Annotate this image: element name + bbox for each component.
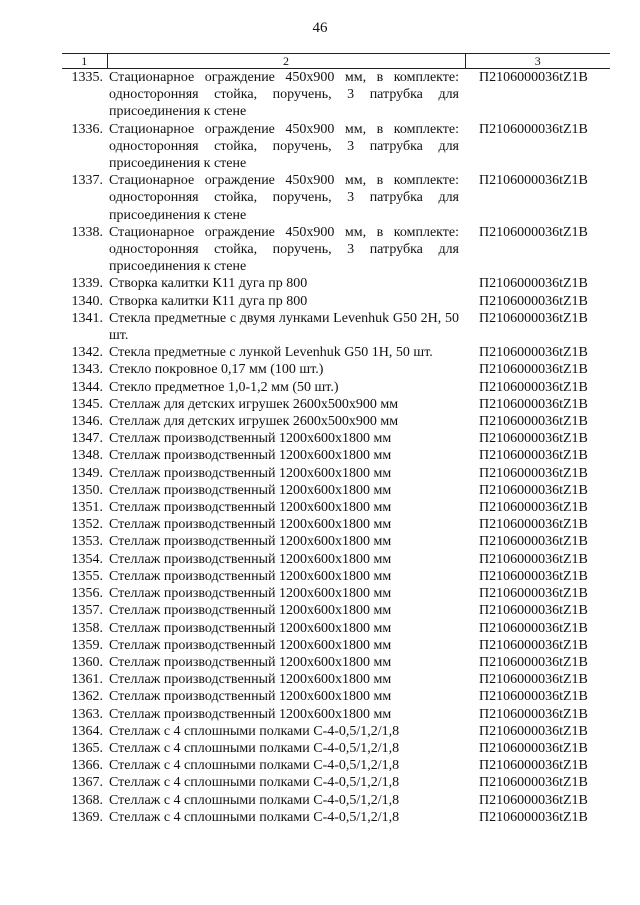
row-number: 1369. — [71, 809, 103, 825]
table-row — [62, 379, 610, 396]
row-description: Стеллаж производственный 1200x600x1800 мм — [109, 568, 392, 584]
row-description: Стеллаж производственный 1200x600x1800 мм — [109, 689, 392, 705]
row-description: Стекла предметные с лункой Levenhuk G50 1H, 50 шт. — [109, 345, 433, 361]
row-code: П2106000036tZ1B — [479, 740, 588, 756]
row-description: Стеллаж производственный 1200x600x1800 мм — [109, 517, 392, 533]
table-row — [62, 344, 610, 361]
table-row — [62, 688, 610, 705]
row-code: П2106000036tZ1B — [479, 620, 588, 636]
column-header-1: 1 — [62, 54, 107, 69]
row-description: Стеллаж производственный 1200x600x1800 мм — [109, 672, 392, 688]
table-row — [62, 293, 610, 310]
row-number: 1357. — [71, 603, 103, 619]
row-code: П2106000036tZ1B — [479, 723, 588, 739]
row-description: Стационарное ограждение 450x900 мм, в комплекте: односторонняя стойка, поручень, 3 патрубка для присоединения к стене — [109, 173, 459, 223]
row-number: 1361. — [71, 672, 103, 688]
row-number: 1347. — [71, 431, 103, 447]
row-number: 1336. — [71, 121, 103, 137]
table-row — [62, 706, 610, 723]
row-code: П2106000036tZ1B — [479, 809, 588, 825]
row-number: 1343. — [71, 362, 103, 378]
table-row — [62, 533, 610, 550]
row-description: Стационарное ограждение 450x900 мм, в комплекте: односторонняя стойка, поручень, 3 патрубка для присоединения к стене — [109, 224, 459, 275]
row-code: П2106000036tZ1B — [479, 465, 588, 481]
row-description: Стеллаж производственный 1200x600x1800 мм — [109, 500, 392, 516]
row-number: 1345. — [71, 396, 103, 412]
table-row — [62, 396, 610, 413]
row-code: П2106000036tZ1B — [479, 654, 588, 670]
table-row — [62, 809, 610, 826]
row-code: П2106000036tZ1B — [479, 551, 588, 567]
row-code: П2106000036tZ1B — [479, 586, 588, 602]
row-code: П2106000036tZ1B — [479, 310, 588, 326]
table-row — [62, 792, 610, 809]
table-row — [62, 637, 610, 654]
row-number: 1365. — [71, 740, 103, 756]
row-number: 1359. — [71, 637, 103, 653]
table-row — [62, 516, 610, 533]
table-row — [62, 447, 610, 464]
row-description: Стеллаж производственный 1200x600x1800 мм — [109, 586, 392, 602]
row-description: Стеллаж с 4 сплошными полками С-4-0,5/1,2/1,8 — [109, 775, 400, 791]
row-number: 1346. — [71, 414, 103, 430]
row-number: 1337. — [71, 173, 103, 189]
row-description: Створка калитки К11 дуга пр 800 — [109, 276, 308, 292]
row-description: Стационарное ограждение 450x900 мм, в комплекте: односторонняя стойка, поручень, 3 патрубка для присоединения к стене — [109, 121, 459, 172]
row-number: 1360. — [71, 654, 103, 670]
row-description: Стеллаж производственный 1200x600x1800 мм — [109, 603, 392, 619]
row-code: П2106000036tZ1B — [479, 448, 588, 464]
table-row — [62, 430, 610, 447]
row-code: П2106000036tZ1B — [479, 224, 588, 240]
row-description: Стеллаж производственный 1200x600x1800 мм — [109, 482, 392, 498]
row-description: Стеллаж производственный 1200x600x1800 мм — [109, 637, 392, 653]
row-number: 1342. — [71, 345, 103, 361]
row-code: П2106000036tZ1B — [479, 500, 588, 516]
table-row — [62, 465, 610, 482]
row-number: 1344. — [71, 379, 103, 395]
row-number: 1349. — [71, 465, 103, 481]
row-description: Стеллаж с 4 сплошными полками С-4-0,5/1,2/1,8 — [109, 723, 400, 739]
table-row — [62, 121, 610, 173]
row-description: Стеллаж производственный 1200x600x1800 мм — [109, 654, 392, 670]
inventory-table — [62, 53, 610, 826]
table-row — [62, 172, 610, 224]
table-row — [62, 482, 610, 499]
row-description: Стеллаж с 4 сплошными полками С-4-0,5/1,2/1,8 — [109, 792, 400, 808]
row-code: П2106000036tZ1B — [479, 121, 588, 137]
row-number: 1354. — [71, 551, 103, 567]
row-code: П2106000036tZ1B — [479, 637, 588, 653]
row-number: 1353. — [71, 534, 103, 550]
table-body — [62, 69, 610, 826]
row-number: 1350. — [71, 482, 103, 498]
row-number: 1362. — [71, 689, 103, 705]
table-row — [62, 551, 610, 568]
row-code: П2106000036tZ1B — [479, 414, 588, 430]
table-row — [62, 585, 610, 602]
table-row — [62, 723, 610, 740]
row-description: Стекло покровное 0,17 мм (100 шт.) — [109, 362, 324, 378]
row-code: П2106000036tZ1B — [479, 603, 588, 619]
row-code: П2106000036tZ1B — [479, 534, 588, 550]
row-code: П2106000036tZ1B — [479, 758, 588, 774]
row-code: П2106000036tZ1B — [479, 396, 588, 412]
column-header-3: 3 — [465, 54, 610, 69]
row-description: Стеллаж производственный 1200x600x1800 мм — [109, 706, 392, 722]
row-number: 1363. — [71, 706, 103, 722]
row-description: Стеллаж с 4 сплошными полками С-4-0,5/1,2/1,8 — [109, 740, 400, 756]
row-number: 1341. — [71, 310, 103, 326]
row-number: 1367. — [71, 775, 103, 791]
table-row — [62, 654, 610, 671]
row-description: Створка калитки К11 дуга пр 800 — [109, 293, 308, 309]
row-description: Стеллаж производственный 1200x600x1800 мм — [109, 465, 392, 481]
row-code: П2106000036tZ1B — [479, 792, 588, 808]
table-row — [62, 568, 610, 585]
table-row — [62, 620, 610, 637]
table-row — [62, 499, 610, 516]
row-code: П2106000036tZ1B — [479, 379, 588, 395]
row-number: 1358. — [71, 620, 103, 636]
row-number: 1335. — [71, 70, 103, 85]
table-header-row — [62, 54, 610, 69]
table-row — [62, 757, 610, 774]
row-number: 1368. — [71, 792, 103, 808]
row-description: Стеллаж производственный 1200x600x1800 мм — [109, 448, 392, 464]
row-description: Стеллаж с 4 сплошными полками С-4-0,5/1,2/1,8 — [109, 758, 400, 774]
row-code: П2106000036tZ1B — [479, 293, 588, 309]
row-code: П2106000036tZ1B — [479, 276, 588, 292]
row-code: П2106000036tZ1B — [479, 362, 588, 378]
row-description: Стеллаж для детских игрушек 2600x500x900 мм — [109, 396, 399, 412]
row-number: 1338. — [71, 224, 103, 240]
row-code: П2106000036tZ1B — [479, 482, 588, 498]
row-code: П2106000036tZ1B — [479, 345, 588, 361]
row-code: П2106000036tZ1B — [479, 672, 588, 688]
row-description: Стационарное ограждение 450x900 мм, в комплекте: односторонняя стойка, поручень, 3 патрубка для присоединения к стене — [109, 70, 459, 120]
table-row — [62, 413, 610, 430]
row-code: П2106000036tZ1B — [479, 70, 588, 85]
row-number: 1364. — [71, 723, 103, 739]
page-number: 46 — [312, 20, 328, 36]
row-description: Стекла предметные с двумя лунками Levenhuk G50 2H, 50 шт. — [109, 310, 459, 344]
row-number: 1340. — [71, 293, 103, 309]
row-description: Стекло предметное 1,0-1,2 мм (50 шт.) — [109, 379, 339, 395]
table-row — [62, 275, 610, 292]
table-row — [62, 224, 610, 276]
row-code: П2106000036tZ1B — [479, 431, 588, 447]
row-number: 1351. — [71, 500, 103, 516]
row-description: Стеллаж производственный 1200x600x1800 мм — [109, 431, 392, 447]
row-number: 1356. — [71, 586, 103, 602]
row-number: 1352. — [71, 517, 103, 533]
table-row — [62, 740, 610, 757]
row-description: Стеллаж производственный 1200x600x1800 мм — [109, 534, 392, 550]
table-row — [62, 310, 610, 344]
row-code: П2106000036tZ1B — [479, 517, 588, 533]
row-code: П2106000036tZ1B — [479, 568, 588, 584]
row-number: 1366. — [71, 758, 103, 774]
row-code: П2106000036tZ1B — [479, 706, 588, 722]
row-number: 1355. — [71, 568, 103, 584]
row-number: 1348. — [71, 448, 103, 464]
table-row — [62, 69, 610, 121]
row-code: П2106000036tZ1B — [479, 173, 588, 189]
table-row — [62, 602, 610, 619]
row-description: Стеллаж для детских игрушек 2600x500x900 мм — [109, 414, 399, 430]
row-code: П2106000036tZ1B — [479, 689, 588, 705]
row-description: Стеллаж производственный 1200x600x1800 мм — [109, 620, 392, 636]
table-row — [62, 671, 610, 688]
column-header-2: 2 — [107, 54, 465, 69]
table-row — [62, 774, 610, 791]
table-row — [62, 361, 610, 378]
row-code: П2106000036tZ1B — [479, 775, 588, 791]
row-description: Стеллаж с 4 сплошными полками С-4-0,5/1,2/1,8 — [109, 809, 400, 825]
row-description: Стеллаж производственный 1200x600x1800 мм — [109, 551, 392, 567]
row-number: 1339. — [71, 276, 103, 292]
